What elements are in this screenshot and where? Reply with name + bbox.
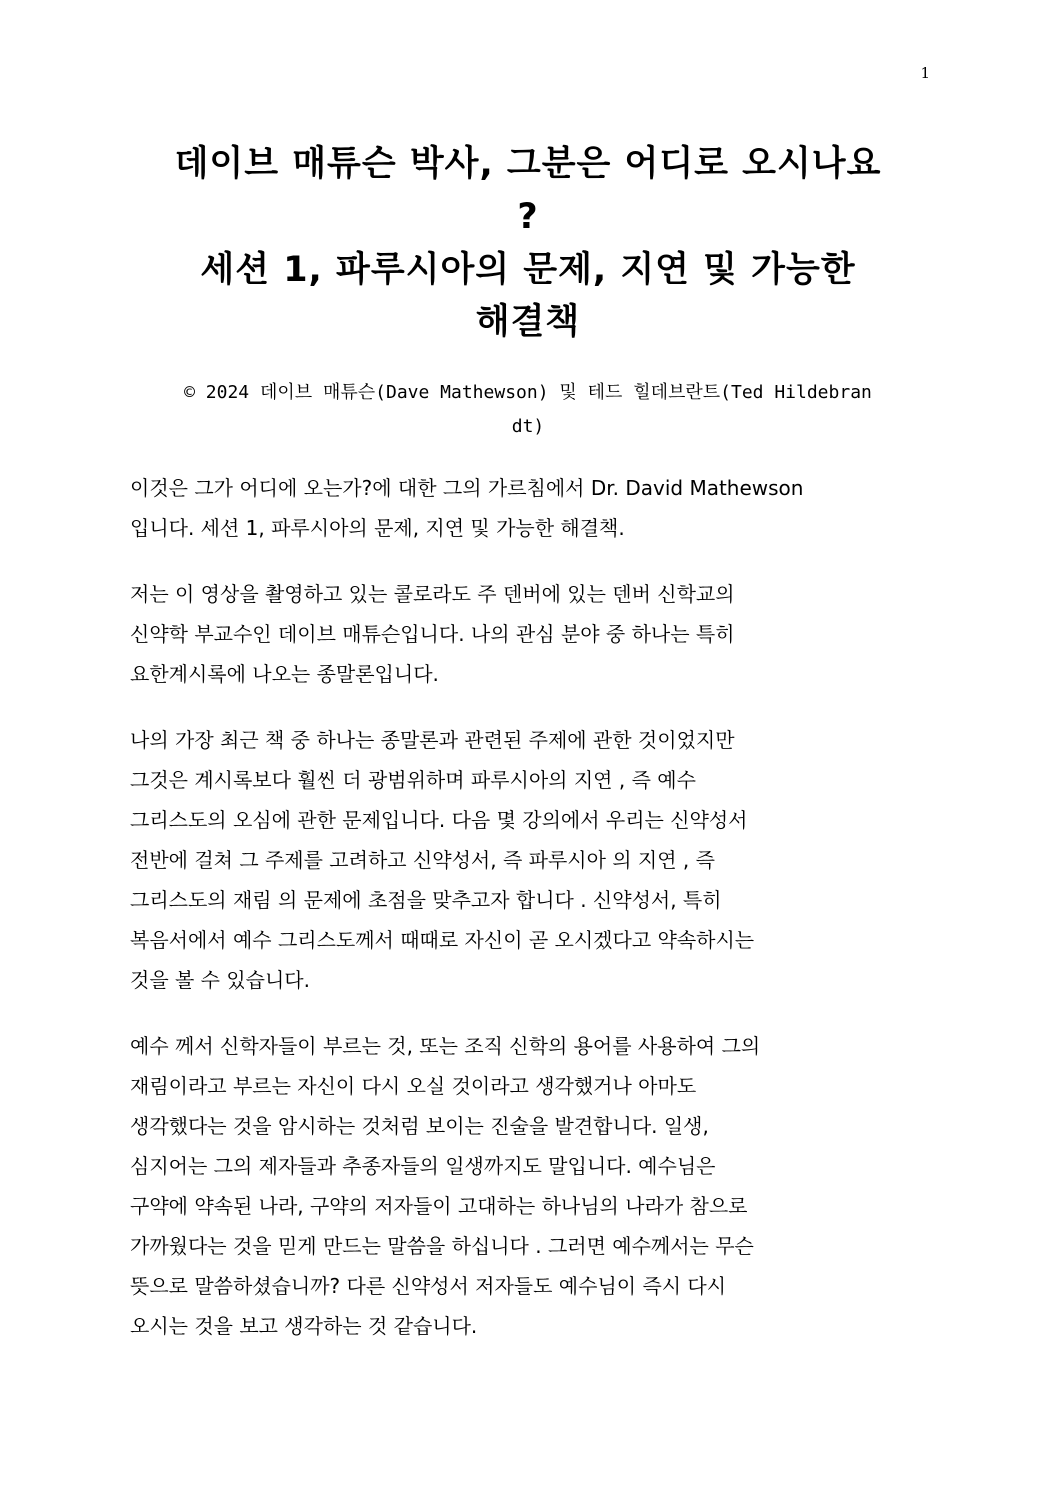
document-body — [130, 468, 930, 1372]
paragraph-line: 복음서에서 예수 그리스도께서 때때로 자신이 곧 오시겠다고 약속하시는 — [130, 928, 755, 952]
paragraph-3 — [130, 720, 930, 1000]
copyright-notice — [130, 376, 926, 444]
paragraph-4 — [130, 1026, 930, 1346]
paragraph-line: 구약에 약속된 나라, 구약의 저자들이 고대하는 하나님의 나라가 참으로 — [130, 1194, 748, 1218]
title-line-4: 해결책 — [475, 302, 581, 342]
page-number: 1 — [920, 64, 930, 82]
paragraph-line: 예수 께서 신학자들이 부르는 것, 또는 조직 신학의 용어를 사용하여 그의 — [130, 1034, 761, 1058]
paragraph-line: 가까웠다는 것을 믿게 만드는 말씀을 하십니다 . 그러면 예수께서는 무슨 — [130, 1234, 754, 1258]
paragraph-line: 재림이라고 부르는 자신이 다시 오실 것이라고 생각했거나 아마도 — [130, 1074, 697, 1098]
paragraph-line: 그리스도의 오심에 관한 문제입니다. 다음 몇 강의에서 우리는 신약성서 — [130, 808, 748, 832]
copyright-line-1: © 2024 데이브 매튜슨(Dave Mathewson) 및 테드 힐데브란트(Ted Hildebran — [184, 382, 872, 403]
copyright-line-2: dt) — [511, 416, 545, 437]
paragraph-line: 뜻으로 말씀하셨습니까? 다른 신약성서 저자들도 예수님이 즉시 다시 — [130, 1274, 727, 1298]
paragraph-line: 나의 가장 최근 책 중 하나는 종말론과 관련된 주제에 관한 것이었지만 — [130, 728, 735, 752]
paragraph-1 — [130, 468, 930, 548]
paragraph-line: 그것은 계시록보다 훨씬 더 광범위하며 파루시아의 지연 , 즉 예수 — [130, 768, 696, 792]
paragraph-line: 저는 이 영상을 촬영하고 있는 콜로라도 주 덴버에 있는 덴버 신학교의 — [130, 582, 735, 606]
title-line-1: 데이브 매튜슨 박사, 그분은 어디로 오시나요 — [174, 144, 882, 184]
paragraph-line: 입니다. 세션 1, 파루시아의 문제, 지연 및 가능한 해결책. — [130, 516, 625, 540]
paragraph-line: 요한계시록에 나오는 종말론입니다. — [130, 662, 439, 686]
paragraph-line: 전반에 걸쳐 그 주제를 고려하고 신약성서, 즉 파루시아 의 지연 , 즉 — [130, 848, 715, 872]
paragraph-line: 오시는 것을 보고 생각하는 것 같습니다. — [130, 1314, 478, 1338]
paragraph-line: 심지어는 그의 제자들과 추종자들의 일생까지도 말입니다. 예수님은 — [130, 1154, 716, 1178]
paragraph-2 — [130, 574, 930, 694]
paragraph-line: 생각했다는 것을 암시하는 것처럼 보이는 진술을 발견합니다. 일생, — [130, 1114, 709, 1138]
paragraph-line: 것을 볼 수 있습니다. — [130, 968, 310, 992]
paragraph-line: 신약학 부교수인 데이브 매튜슨입니다. 나의 관심 분야 중 하나는 특히 — [130, 622, 735, 646]
title-line-2: ? — [517, 197, 539, 237]
paragraph-line: 그리스도의 재림 의 문제에 초점을 맞추고자 합니다 . 신약성서, 특히 — [130, 888, 722, 912]
document-title — [130, 138, 926, 348]
title-line-3: 세션 1, 파루시아의 문제, 지연 및 가능한 — [200, 250, 856, 290]
paragraph-line: 이것은 그가 어디에 오는가?에 대한 그의 가르침에서 Dr. David Mathewson — [130, 476, 804, 500]
